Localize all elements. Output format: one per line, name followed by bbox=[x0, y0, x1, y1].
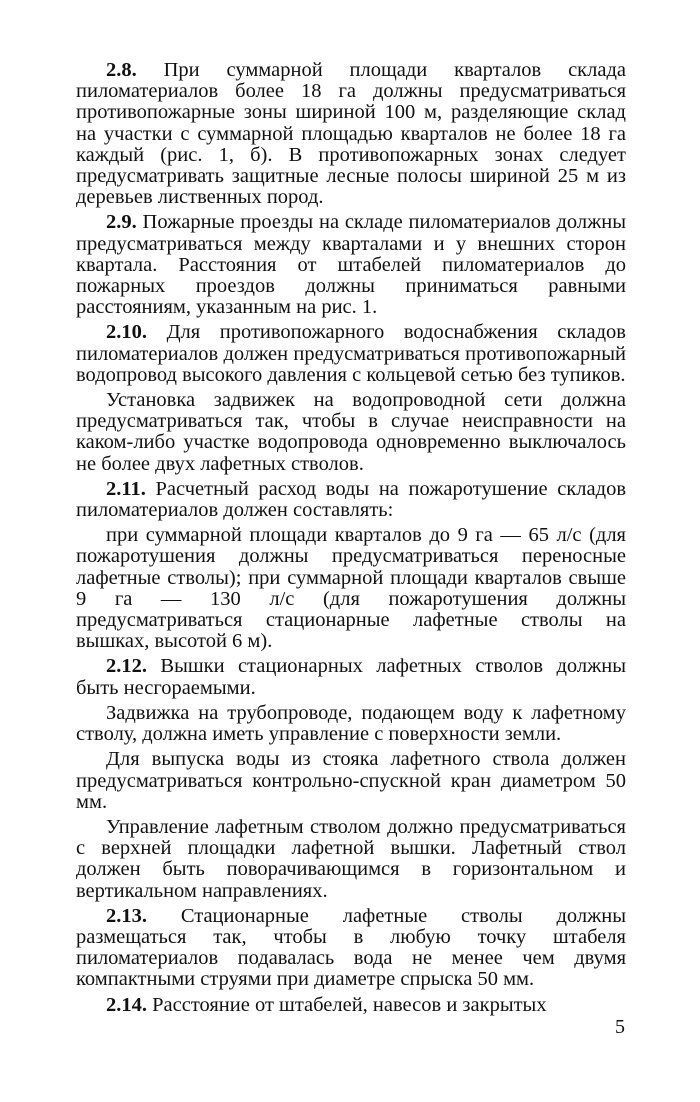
paragraph-flow-rates bbox=[76, 525, 626, 652]
paragraph-2-8 bbox=[76, 60, 626, 208]
paragraph-text: Задвижка на трубопроводе, подающем воду к лафетному стволу, должна иметь управление с поверхности земли. bbox=[76, 701, 626, 746]
paragraph-drain-valve bbox=[76, 749, 626, 813]
paragraph-number: 2.12. bbox=[106, 655, 147, 678]
paragraph-text: Расстояние от штабелей, навесов и закрытых bbox=[152, 993, 547, 1016]
paragraph-text: при суммарной площади кварталов до 9 га — 65 л/с (для пожаротушения должны предусматриваться переносные лафетные стволы); при суммарной площади кварталов свыше 9 га — 130 л/с (для пожаротушения должны предусматриваться стационарные лафетные стволы на вышках, высотой 6 м). bbox=[76, 524, 626, 653]
paragraph-number: 2.10. bbox=[106, 321, 147, 344]
paragraph-text: Установка задвижек на водопроводной сети должна предусматриваться так, чтобы в случае неисправности на каком-либо участке водопровода одновременно выключалось не более двух лафетных стволов. bbox=[76, 389, 626, 475]
paragraph-2-12 bbox=[76, 656, 626, 698]
paragraph-text: Управление лафетным стволом должно предусматриваться с верхней площадки лафетной вышки. Лафетный ствол должен быть поворачивающимся в горизонтальном и вертикальном направлениях. bbox=[76, 815, 626, 902]
paragraph-text: При суммарной площади кварталов склада пиломатериалов более 18 га должны предусматриваться противопожарные зоны шириной 100 м, разделяющие склад на участки с суммарной площадью кварталов не более 18 га каждый (рис. 1, б). В противопожарных зонах следует предусматривать защитные лесные полосы шириной 25 м из деревьев лиственных пород. bbox=[76, 59, 627, 209]
paragraph-monitor-control bbox=[76, 817, 626, 902]
paragraph-number: 2.13. bbox=[106, 904, 147, 927]
paragraph-text: Расчетный расход воды на пожаротушение складов пиломатериалов должен составлять: bbox=[76, 477, 626, 522]
paragraph-number: 2.8. bbox=[106, 59, 137, 81]
paragraph-valve-control bbox=[76, 703, 626, 745]
paragraph-number: 2.9. bbox=[106, 211, 137, 234]
document-page bbox=[76, 60, 626, 1016]
paragraph-number: 2.11. bbox=[106, 477, 146, 500]
paragraph-2-14 bbox=[76, 995, 626, 1016]
paragraph-valves bbox=[76, 390, 626, 475]
paragraph-text: Для выпуска воды из стояка лафетного ствола должен предусматриваться контрольно-спускной кран диаметром 50 мм. bbox=[76, 748, 626, 813]
paragraph-number: 2.14. bbox=[106, 993, 147, 1016]
paragraph-text: Стационарные лафетные стволы должны размещаться так, чтобы в любую точку штабеля пиломатериалов подавалась вода не менее чем двумя компактными струями при диаметре спрыска 50 мм. bbox=[76, 904, 626, 991]
paragraph-2-11 bbox=[76, 479, 626, 521]
paragraph-text: Для противопожарного водоснабжения складов пиломатериалов должен предусматриваться противопожарный водопровод высокого давления с кольцевой сетью без тупиков. bbox=[76, 321, 626, 386]
paragraph-text: Вышки стационарных лафетных стволов должны быть несгораемыми. bbox=[76, 655, 627, 699]
paragraph-2-9 bbox=[76, 212, 626, 318]
paragraph-text: Пожарные проезды на складе пиломатериалов должны предусматриваться между кварталами и у внешних сторон квартала. Расстояния от штабелей пиломатериалов до пожарных проездов должны приниматься равными расстояниям, указанным на рис. 1. bbox=[76, 211, 626, 319]
page-number: 5 bbox=[615, 1016, 625, 1038]
paragraph-2-13 bbox=[76, 906, 626, 991]
paragraph-2-10 bbox=[76, 322, 626, 386]
